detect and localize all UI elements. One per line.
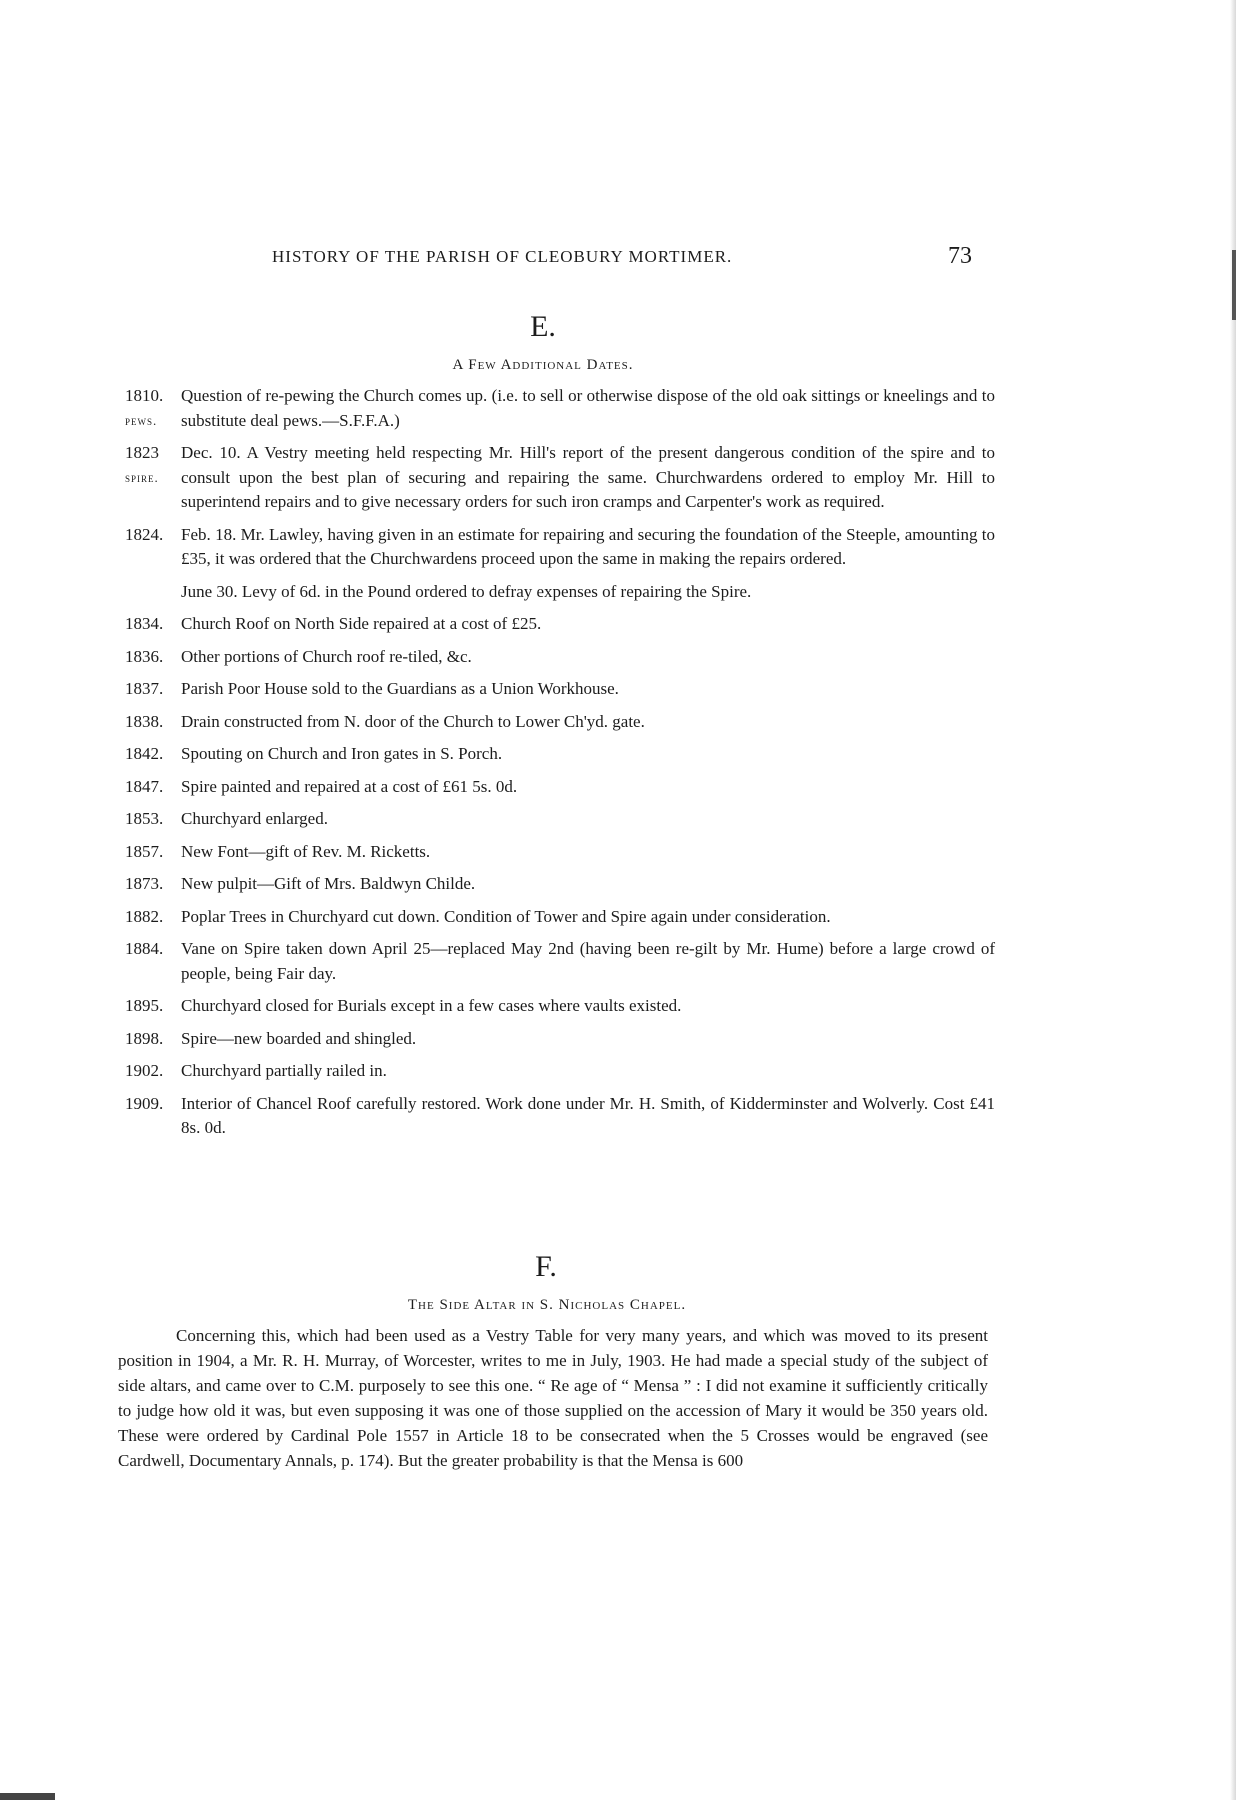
dates-list (125, 384, 995, 1141)
list-item (125, 384, 995, 433)
entry-year: 1898. (125, 1028, 164, 1048)
entry-year: 1895. (125, 996, 164, 1015)
section-e-heading: E. (530, 310, 556, 343)
entry-year: 1824. (125, 524, 164, 544)
list-item (125, 905, 995, 930)
list-item (125, 710, 995, 735)
list-item (125, 523, 995, 572)
scan-edge-mark (1232, 250, 1236, 320)
list-item (125, 612, 995, 637)
entry-text: Drain constructed from N. door of the Church to Lower Ch'yd. gate. (181, 711, 645, 731)
list-item (125, 994, 995, 1019)
entry-year: 1884. (125, 939, 164, 958)
entry-text: Other portions of Church roof re-tiled, &c. (181, 646, 472, 666)
entry-text: Spouting on Church and Iron gates in S. Porch. (181, 744, 503, 763)
entry-text: Dec. 10. A Vestry meeting held respecting Mr. Hill's report of the present dangerous condition of the spire and to consult upon the best plan of securing and repairing the same. Churchwardens ordered to employ Mr. Hill to superintend repairs and to give necessary orders for such iron cramps and Carpenter's work as required. (181, 443, 995, 511)
section-e-subtitle: A Few Additional Dates. (452, 357, 634, 373)
list-item (125, 645, 995, 670)
entry-text: Question of re-pewing the Church comes up. (i.e. to sell or otherwise dispose of the old oak sittings or kneelings and to substitute deal pews.—S.F.F.A.) (181, 386, 995, 430)
entry-year: 1873. (125, 874, 164, 893)
page-number: 73 (948, 243, 972, 269)
entry-text: New Font—gift of Rev. M. Ricketts. (181, 841, 431, 861)
entry-text: Church Roof on North Side repaired at a cost of £25. (181, 614, 542, 633)
entry-year: 1836. (125, 646, 164, 666)
entry-text: June 30. Levy of 6d. in the Pound ordered to defray expenses of repairing the Spire. (181, 581, 752, 601)
list-item (125, 807, 995, 832)
margin-note: spire. (125, 469, 159, 485)
entry-text: Poplar Trees in Churchyard cut down. Condition of Tower and Spire again under consideration. (181, 906, 831, 926)
list-item (125, 937, 995, 986)
entry-text: Vane on Spire taken down April 25—replaced May 2nd (having been re-gilt by Mr. Hume) before a large crowd of people, being Fair day. (181, 939, 995, 983)
entry-text: Interior of Chancel Roof carefully restored. Work done under Mr. H. Smith, of Kidderminster and Wolverly. Cost £41 8s. 0d. (181, 1093, 995, 1137)
entry-text: Spire—new boarded and shingled. (181, 1028, 417, 1048)
scan-corner-mark (0, 1793, 55, 1800)
entry-text: Churchyard closed for Burials except in a few cases where vaults existed. (181, 996, 682, 1015)
list-item (125, 1059, 995, 1084)
entry-text: Feb. 18. Mr. Lawley, having given in an estimate for repairing and securing the foundation of the Steeple, amounting to £35, it was ordered that the Churchwardens proceed upon the same in making the repairs ordered. (181, 524, 995, 568)
list-item (125, 677, 995, 702)
entry-year: 1823 (125, 443, 159, 462)
entry-text: Spire painted and repaired at a cost of £61 5s. 0d. (181, 776, 518, 796)
entry-year: 1838. (125, 711, 164, 731)
entry-year: 1834. (125, 614, 164, 633)
section-f-heading: F. (535, 1250, 557, 1283)
entry-year: 1847. (125, 776, 164, 796)
list-item (125, 840, 995, 865)
section-f-subtitle: The Side Altar in S. Nicholas Chapel. (407, 1297, 687, 1313)
entry-year: 1842. (125, 744, 164, 763)
entry-year: 1857. (125, 841, 164, 861)
entry-text: Churchyard enlarged. (181, 809, 328, 828)
list-item (125, 775, 995, 800)
entry-text: Churchyard partially railed in. (181, 1061, 387, 1080)
running-title: HISTORY OF THE PARISH OF CLEOBURY MORTIMER. (272, 247, 733, 266)
entry-text: Parish Poor House sold to the Guardians as a Union Workhouse. (181, 679, 619, 698)
entry-year: 1882. (125, 906, 164, 926)
entry-year: 1853. (125, 809, 164, 828)
list-item (125, 1092, 995, 1141)
entry-year: 1837. (125, 679, 164, 698)
entry-year: 1909. (125, 1093, 164, 1113)
list-item (125, 872, 995, 897)
entry-text: New pulpit—Gift of Mrs. Baldwyn Childe. (181, 874, 476, 893)
entry-year: 1902. (125, 1061, 164, 1080)
entry-year: 1810. (125, 386, 164, 405)
list-item (125, 1027, 995, 1052)
margin-note: pews. (125, 412, 158, 428)
list-item (125, 441, 995, 515)
side-altar-paragraph: Concerning this, which had been used as a Vestry Table for very many years, and which was moved to its present position in 1904, a Mr. R. H. Murray, of Worcester, writes to me in July, 1903. He had made a special study of the subject of side altars, and came over to C.M. purposely to see this one. “ Re age of “ Mensa ” : I did not examine it sufficiently critically to judge how old it was, but even supposing it was one of those supplied on the accession of Mary it would be 350 years old. These were ordered by Cardinal Pole 1557 in Article 18 to be consecrated when the 5 Crosses would be engraved (see Cardwell, Documentary Annals, p. 174). But the greater probability is that the Mensa is 600 (118, 1326, 988, 1470)
list-item (125, 580, 995, 605)
list-item (125, 742, 995, 767)
